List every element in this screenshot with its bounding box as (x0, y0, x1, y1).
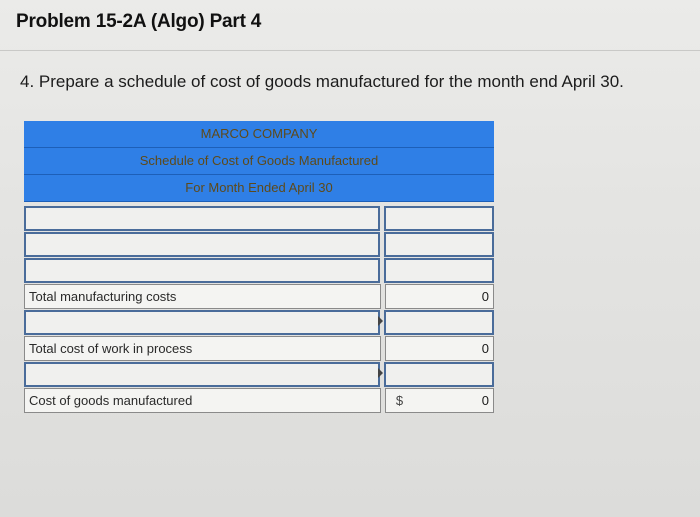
schedule-name-header: Schedule of Cost of Goods Manufactured (24, 148, 494, 175)
caret-right-icon (378, 316, 383, 326)
amount-input[interactable] (384, 310, 494, 335)
company-name-header: MARCO COMPANY (24, 121, 494, 148)
instruction-text: 4. Prepare a schedule of cost of goods manufactured for the month end April 30. (20, 72, 624, 91)
schedule-period-header: For Month Ended April 30 (24, 175, 494, 202)
account-select[interactable] (24, 362, 380, 387)
total-cost-wip-value: 0 (385, 336, 494, 361)
total-manufacturing-costs-row (24, 284, 494, 309)
total-cost-wip-label: Total cost of work in process (24, 336, 381, 361)
schedule-input-row (24, 258, 494, 283)
schedule-input-row (24, 310, 494, 335)
total-cost-wip-row (24, 336, 494, 361)
currency-symbol: $ (395, 393, 404, 408)
total-manufacturing-costs-value: 0 (385, 284, 494, 309)
amount-input[interactable] (384, 206, 494, 231)
page-title: Problem 15-2A (Algo) Part 4 (16, 11, 262, 32)
schedule-input-row (24, 362, 494, 387)
account-select[interactable] (24, 258, 380, 283)
cogm-row (24, 388, 494, 413)
account-select[interactable] (24, 206, 380, 231)
caret-right-icon (378, 368, 383, 378)
cogm-value: 0 (481, 393, 489, 408)
total-manufacturing-costs-label: Total manufacturing costs (24, 284, 381, 309)
schedule-input-row (24, 206, 494, 231)
title-divider (0, 50, 700, 51)
cogm-value-cell (385, 388, 494, 413)
account-select[interactable] (24, 232, 380, 257)
amount-input[interactable] (384, 362, 494, 387)
schedule-input-row (24, 232, 494, 257)
cogm-label: Cost of goods manufactured (24, 388, 381, 413)
amount-input[interactable] (384, 258, 494, 283)
schedule-table (24, 121, 494, 413)
amount-input[interactable] (384, 232, 494, 257)
account-select[interactable] (24, 310, 380, 335)
